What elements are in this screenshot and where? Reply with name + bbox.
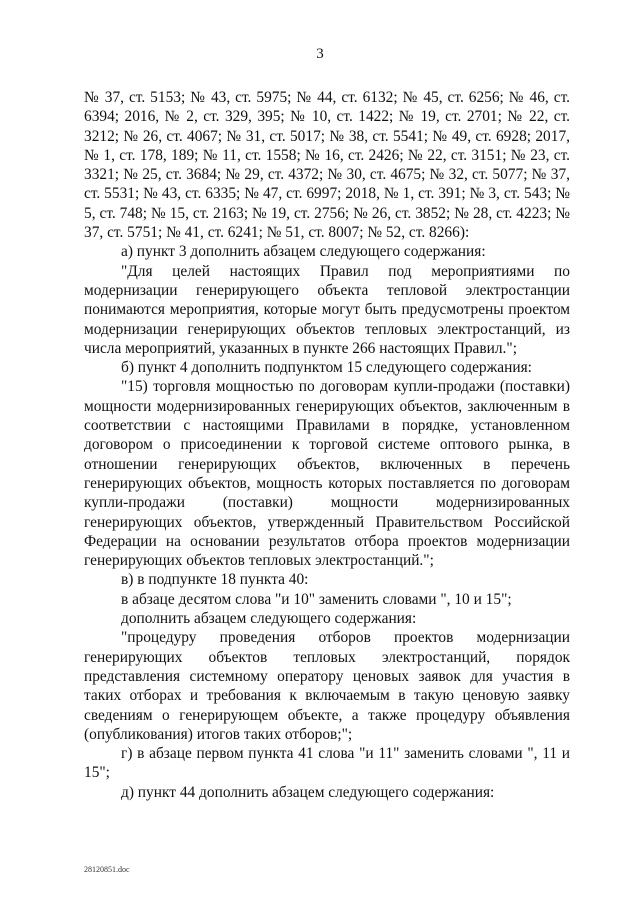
paragraph-amend-g: г) в абзаце первом пункта 41 слова "и 11" заменить словами ", 11 и 15"; [84,745,570,782]
paragraph-amend-a: а) пункт 3 дополнить абзацем следующего содержания: [121,243,486,261]
paragraph-amend-v-1: в абзаце десятом слова "и 10" заменить словами ", 10 и 15"; [121,590,512,608]
page-number: 3 [316,46,324,62]
paragraph-citations: № 37, ст. 5153; № 43, ст. 5975; № 44, ст. 6132; № 45, ст. 6256; № 46, ст. 6394; 2016, № 2, ст. 329, 395; № 10, ст. 1422; № 19, ст. 2701; № 22, ст. 3212; № 26, ст. 4067; № 31, ст. 5017; № 38, ст. 5541; № 49, ст. 6928; 2017, № 1, ст. 178, 189; № 11, ст. 1558; № 16, ст. 2426; № 22, ст. 3151; № 23, ст. 3321; № 25, ст. 3684; № 29, ст. 4372; № 30, ст. 4675; № 32, ст. 5077; № 37, ст. 5531; № 43, ст. 6335; № 47, ст. 6997; 2018, № 1, ст. 391; № 3, ст. 543; № 5, ст. 748; № 15, ст. 2163; № 19, ст. 2756; № 26, ст. 3852; № 28, ст. 4223; № 37, ст. 5751; № 41, ст. 6241; № 51, ст. 8007; № 52, ст. 8266): [84,89,570,242]
paragraph-amend-v-2: дополнить абзацем следующего содержания: [121,610,417,628]
paragraph-quote-a: "Для целей настоящих Правил под мероприятиями по модернизации генерирующего объекта тепловой электростанции понимаются мероприятия, которые могут быть предусмотрены проектом модернизации генерирующих объектов тепловых электростанций, из числа мероприятий, указанных в пункте 266 настоящих Правил."; [84,262,570,357]
paragraph-amend-v: в) в подпункте 18 пункта 40: [121,571,309,589]
paragraph-amend-d: д) пункт 44 дополнить абзацем следующего содержания: [121,783,495,801]
paragraph-quote-v: "процедуру проведения отборов проектов модернизации генерирующих объектов тепловых электростанций, порядок представления системному оператору ценовых заявок для участия в таких отборах и требования к включаемым в такую ценовую заявку сведениям о генерирующем объекте, а также процедуру объявления (опубликования) итогов таких отборов;"; [84,629,570,743]
footer-file-code: 28120851.doc [84,865,130,874]
paragraph-quote-b: "15) торговля мощностью по договорам купли-продажи (поставки) мощности модернизированных генерирующих объектов, заключенным в соответствии с настоящими Правилами в порядке, установленном договором о присоединении к торговой системе оптового рынка, в отношении генерирующих объектов, включенных в перечень генерирующих объектов, мощность которых поставляется по договорам купли-продажи (поставки) мощности модернизированных генерирующих объектов, утвержденный Правительством Российской Федерации на основании результатов отбора проектов модернизации генерирующих объектов тепловых электростанций."; [84,378,570,570]
paragraph-amend-b: б) пункт 4 дополнить подпунктом 15 следующего содержания: [121,359,532,377]
document-body [84,88,570,802]
